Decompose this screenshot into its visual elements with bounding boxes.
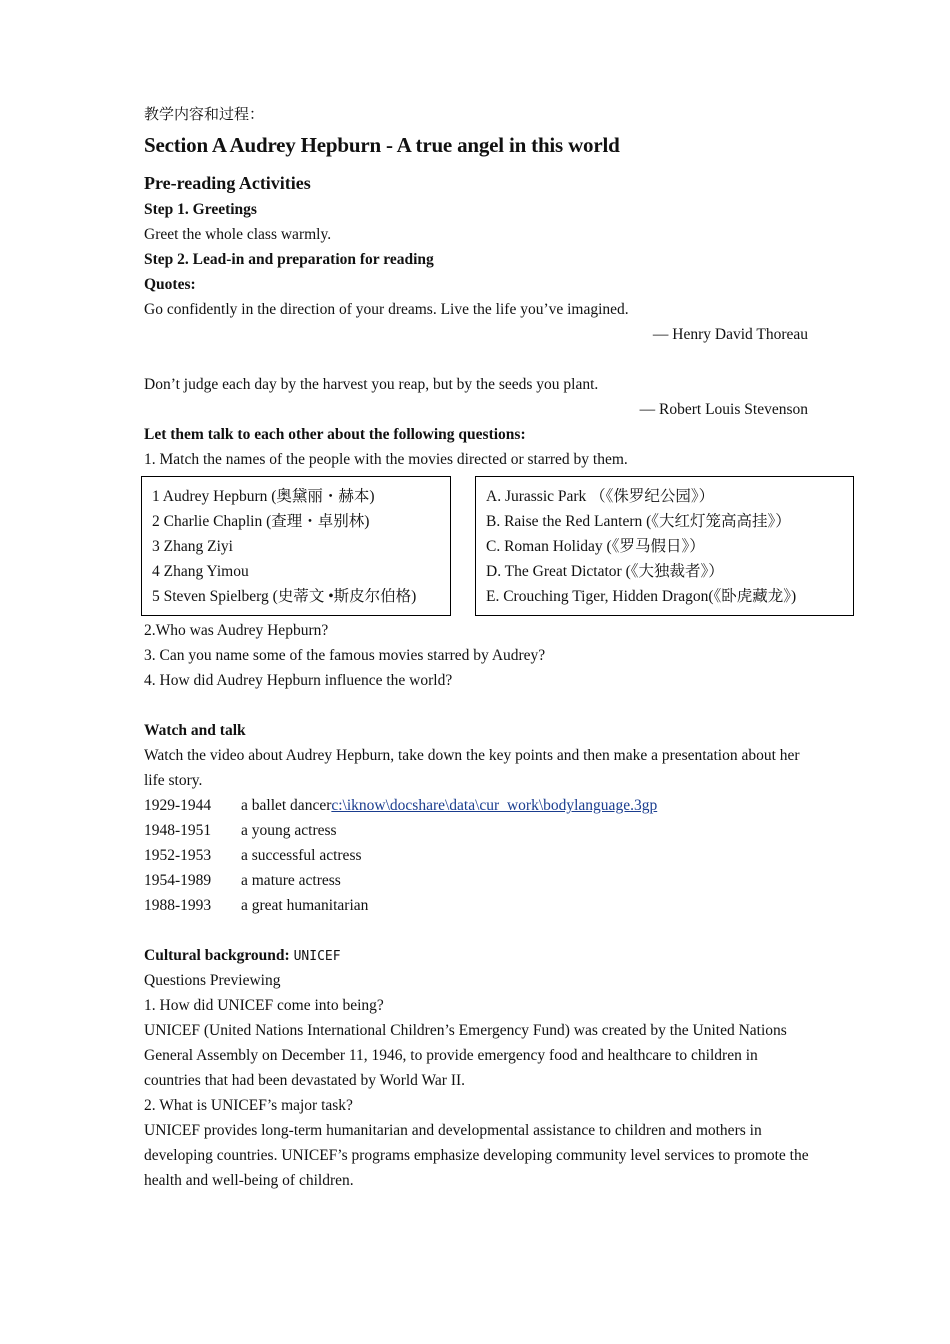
- timeline-years: 1988-1993: [144, 897, 212, 914]
- question-3: 3. Can you name some of the famous movies starred by Audrey?: [144, 647, 546, 664]
- timeline-row: [144, 843, 856, 868]
- movie-item: C. Roman Holiday (《罗马假日》）: [486, 538, 705, 555]
- question-4: 4. How did Audrey Hepburn influence the world?: [144, 672, 453, 689]
- prereading-heading: Pre-reading Activities: [144, 173, 311, 193]
- movie-item: A. Jurassic Park （《侏罗纪公园》）: [486, 488, 715, 505]
- preview-heading: Questions Previewing: [144, 972, 281, 989]
- quotes-label: Quotes:: [144, 276, 196, 293]
- timeline-row: [144, 893, 856, 918]
- cultural-topic: UNICEF: [293, 949, 341, 964]
- unicef-question-2: 2. What is UNICEF’s major task?: [144, 1097, 353, 1114]
- timeline-desc: a great humanitarian: [241, 897, 369, 914]
- section-title: Section A Audrey Hepburn - A true angel in this world: [144, 133, 620, 157]
- timeline-years: 1952-1953: [144, 847, 212, 864]
- people-box: [141, 476, 451, 616]
- timeline-desc: a mature actress: [241, 872, 341, 889]
- timeline-years: 1929-1944: [144, 797, 212, 814]
- timeline-desc: a ballet dancer: [241, 797, 332, 814]
- person-item: 3 Zhang Ziyi: [152, 538, 233, 555]
- question-2: 2.Who was Audrey Hepburn?: [144, 622, 329, 639]
- movie-item: E. Crouching Tiger, Hidden Dragon(《卧虎藏龙》): [486, 588, 797, 605]
- step1-title: Step 1. Greetings: [144, 201, 257, 218]
- person-item: 2 Charlie Chaplin (查理・卓别林): [152, 513, 370, 530]
- movie-item: B. Raise the Red Lantern (《大红灯笼高高挂》）: [486, 513, 791, 530]
- timeline-desc: a successful actress: [241, 847, 362, 864]
- quote-1-author: — Henry David Thoreau: [652, 326, 808, 343]
- document-page: [144, 102, 856, 1193]
- quote-1: Go confidently in the direction of your dreams. Live the life you’ve imagined.: [144, 301, 629, 318]
- movie-item: D. The Great Dictator (《大独裁者》）: [486, 563, 724, 580]
- talk-heading: Let them talk to each other about the following questions:: [144, 426, 526, 443]
- video-link[interactable]: c:\iknow\docshare\data\cur_work\bodylanguage.3gp: [331, 797, 658, 814]
- unicef-answer-2: UNICEF provides long-term humanitarian and developmental assistance to children and mothers in developing countries. UNICEF’s programs emphasize developing community level services to promote the health and well-being of children.: [144, 1122, 809, 1189]
- cultural-line: [144, 943, 856, 968]
- watch-text: Watch the video about Audrey Hepburn, take down the key points and then make a presentation about her life story.: [144, 747, 800, 789]
- teaching-content-heading: 教学内容和过程：: [144, 105, 265, 123]
- question-1: 1. Match the names of the people with the movies directed or starred by them.: [144, 451, 628, 468]
- timeline-years: 1948-1951: [144, 822, 212, 839]
- movies-box: [475, 476, 854, 616]
- timeline-row: [144, 793, 856, 818]
- cultural-heading: Cultural background:: [144, 947, 290, 964]
- step2-title: Step 2. Lead-in and preparation for reading: [144, 251, 434, 268]
- quote-2-author: — Robert Louis Stevenson: [639, 401, 808, 418]
- unicef-answer-1: UNICEF (United Nations International Children’s Emergency Fund) was created by the United Nations General Assembly on December 11, 1946, to provide emergency food and healthcare to children in countries that had been devastated by World War II.: [144, 1022, 787, 1089]
- watch-heading: Watch and talk: [144, 722, 246, 739]
- person-item: 4 Zhang Yimou: [152, 563, 249, 580]
- unicef-question-1: 1. How did UNICEF come into being?: [144, 997, 384, 1014]
- quote-2: Don’t judge each day by the harvest you reap, but by the seeds you plant.: [144, 376, 599, 393]
- person-item: 5 Steven Spielberg (史蒂文 •斯皮尔伯格): [152, 588, 417, 605]
- step1-text: Greet the whole class warmly.: [144, 226, 332, 243]
- matching-boxes: [144, 476, 856, 618]
- timeline-row: [144, 818, 856, 843]
- timeline-row: [144, 868, 856, 893]
- timeline-years: 1954-1989: [144, 872, 212, 889]
- person-item: 1 Audrey Hepburn (奥黛丽・赫本): [152, 488, 375, 505]
- timeline-desc: a young actress: [241, 822, 337, 839]
